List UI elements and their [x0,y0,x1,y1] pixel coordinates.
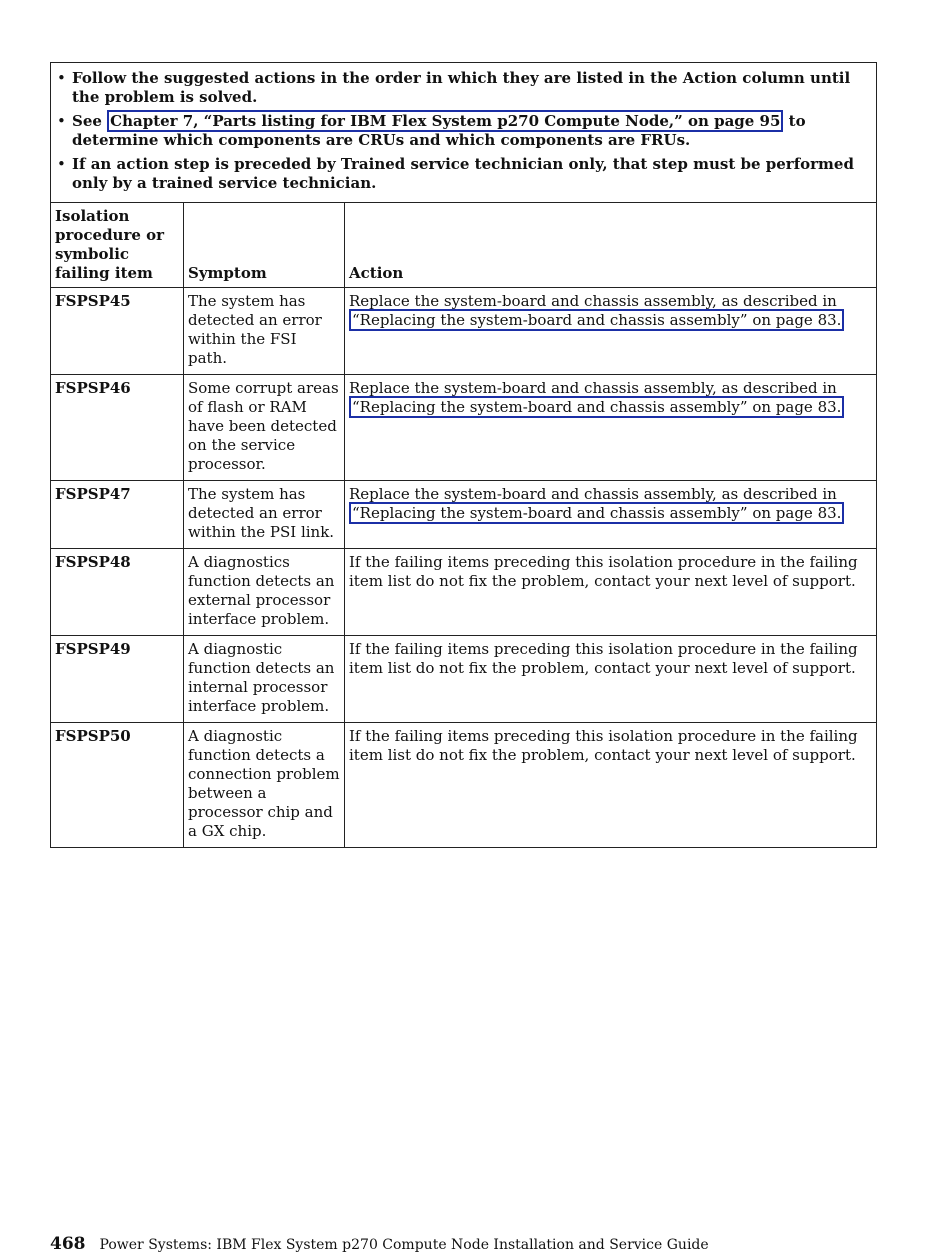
row-action: If the failing items preceding this isolation procedure in the failing item list do not fix the problem, contact your next level of support. [345,636,877,723]
notes-row [51,63,877,203]
isolation-procedures-table [50,62,877,848]
replacing-system-board-link[interactable]: “Replacing the system-board and chassis assembly” on page 83. [349,502,844,524]
row-symptom: The system has detected an error within the PSI link. [184,481,345,549]
action-text: Replace the system-board and chassis assembly, as described in [349,485,837,503]
row-id: FSPSP48 [51,549,184,636]
row-symptom: A diagnostics function detects an external processor interface problem. [184,549,345,636]
footer-title: Power Systems: IBM Flex System p270 Compute Node Installation and Service Guide [99,1237,709,1253]
row-action [345,481,877,549]
row-action [345,288,877,375]
column-header-action: Action [345,203,877,288]
note-bullet-1: • Follow the suggested actions in the order in which they are listed in the Action column until the problem is solved. [55,69,870,107]
row-action: If the failing items preceding this isolation procedure in the failing item list do not fix the problem, contact your next level of support. [345,723,877,848]
note-bullet-2-suffix: to determine which components are CRUs and which components are FRUs. [72,112,806,149]
table-row [51,723,877,848]
row-action [345,375,877,481]
column-header-symptom: Symptom [184,203,345,288]
page-number: 468 [50,1234,86,1254]
table-row [51,375,877,481]
notes-list [55,69,870,193]
action-text: Replace the system-board and chassis assembly, as described in [349,379,837,397]
replacing-system-board-link[interactable]: “Replacing the system-board and chassis assembly” on page 83. [349,309,844,331]
notes-cell [51,63,877,203]
row-id: FSPSP47 [51,481,184,549]
row-id: FSPSP50 [51,723,184,848]
row-symptom: A diagnostic function detects a connection problem between a processor chip and a GX chip. [184,723,345,848]
row-action: If the failing items preceding this isolation procedure in the failing item list do not fix the problem, contact your next level of support. [345,549,877,636]
note-bullet-2-prefix: See [72,112,108,130]
row-id: FSPSP45 [51,288,184,375]
table-row [51,481,877,549]
row-symptom: The system has detected an error within the FSI path. [184,288,345,375]
table-header-row [51,203,877,288]
action-text: Replace the system-board and chassis assembly, as described in [349,292,837,310]
replacing-system-board-link[interactable]: “Replacing the system-board and chassis assembly” on page 83. [349,396,844,418]
row-id: FSPSP49 [51,636,184,723]
note-bullet-3: • If an action step is preceded by Trained service technician only, that step must be performed only by a trained service technician. [55,155,870,193]
page-footer [50,1234,709,1254]
note-bullet-2 [55,112,870,150]
table-row [51,636,877,723]
parts-listing-link[interactable]: Chapter 7, “Parts listing for IBM Flex System p270 Compute Node,” on page 95 [107,110,783,132]
row-symptom: Some corrupt areas of flash or RAM have been detected on the service processor. [184,375,345,481]
table-row [51,549,877,636]
row-symptom: A diagnostic function detects an internal processor interface problem. [184,636,345,723]
table-row [51,288,877,375]
row-id: FSPSP46 [51,375,184,481]
column-header-isolation-procedure: Isolation procedure or symbolic failing item [51,203,184,288]
